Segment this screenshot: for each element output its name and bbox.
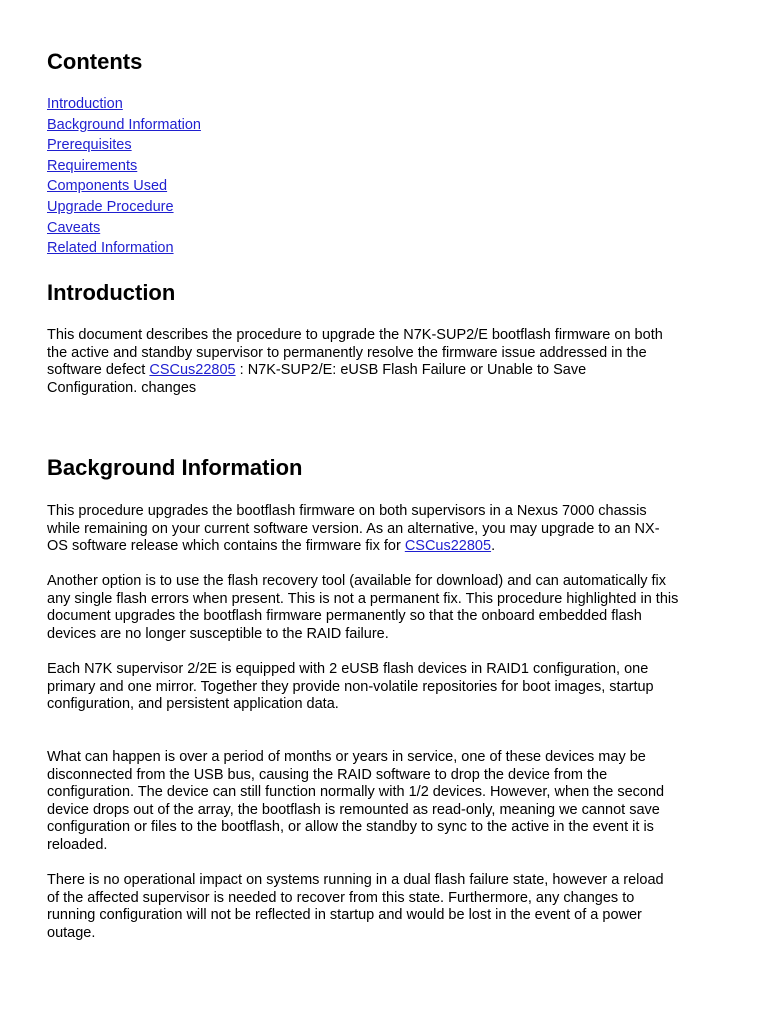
text-line: There is no operational impact on systems running in a dual flash failure state, however a reload [47, 872, 664, 888]
toc-item [47, 156, 201, 177]
toc-link-prerequisites[interactable]: Prerequisites [47, 137, 132, 154]
table-of-contents [47, 94, 201, 259]
background-paragraph-1 [47, 503, 737, 556]
toc-item [47, 135, 201, 156]
text-fragment: : N7K-SUP2/E: eUSB Flash Failure or Unable to Save [235, 362, 587, 379]
text-line: configuration or files to the bootflash, or allow the standby to sync to the active in the event it is [47, 819, 654, 836]
text-line: device drops out of the array, the bootflash is remounted as read-only, meaning we cannot save [47, 801, 660, 818]
toc-item [47, 115, 201, 136]
text-line: running configuration will not be reflected in startup and would be lost in the event of a power [47, 907, 642, 924]
text-fragment: OS software release which contains the firmware fix for [47, 538, 405, 555]
background-paragraph-4 [47, 749, 737, 855]
toc-link-introduction[interactable]: Introduction [47, 96, 123, 112]
toc-link-components-used[interactable]: Components Used [47, 178, 168, 195]
text-line: any single flash errors when present. This is not a permanent fix. This procedure highlighted in this [47, 590, 679, 607]
text-line: while remaining on your current software version. As an alternative, you may upgrade to an NX- [47, 520, 660, 537]
text-line: configuration. The device can still function normally with 1/2 devices. However, when the second [47, 784, 665, 801]
text-line [47, 362, 737, 380]
toc-item [47, 218, 201, 239]
background-paragraph-2 [47, 573, 737, 643]
text-line: Another option is to use the flash recovery tool (available for download) and can automatically fix [47, 573, 667, 589]
toc-item [47, 94, 201, 115]
introduction-paragraph [47, 327, 737, 397]
background-paragraph-3 [47, 661, 737, 714]
background-heading: Background Information [47, 455, 303, 480]
toc-item [47, 176, 201, 197]
text-line: What can happen is over a period of months or years in service, one of these devices may be [47, 749, 646, 765]
contents-heading: Contents [47, 49, 143, 74]
text-line: the active and standby supervisor to permanently resolve the firmware issue addressed in the [47, 344, 647, 361]
text-line: configuration, and persistent application data. [47, 696, 339, 713]
text-line: of the affected supervisor is needed to recover from this state. Furthermore, any changes to [47, 889, 635, 906]
introduction-heading: Introduction [47, 280, 176, 305]
text-fragment: . [491, 538, 496, 555]
text-line: outage. [47, 924, 96, 941]
toc-link-caveats[interactable]: Caveats [47, 219, 101, 236]
text-line: Configuration. changes [47, 379, 197, 396]
toc-item [47, 238, 201, 259]
text-line: Each N7K supervisor 2/2E is equipped with 2 eUSB flash devices in RAID1 configuration, one [47, 661, 649, 677]
text-line: document upgrades the bootflash firmware permanently so that the onboard embedded flash [47, 608, 642, 625]
toc-link-background-information[interactable]: Background Information [47, 116, 201, 133]
text-line: This procedure upgrades the bootflash firmware on both supervisors in a Nexus 7000 chassis [47, 503, 647, 519]
toc-link-upgrade-procedure[interactable]: Upgrade Procedure [47, 198, 174, 215]
toc-link-related-information[interactable]: Related Information [47, 240, 174, 257]
defect-link-cscus22805[interactable]: CSCus22805 [404, 538, 492, 555]
toc-item [47, 197, 201, 218]
text-line: disconnected from the USB bus, causing the RAID software to drop the device from the [47, 766, 608, 783]
text-line: devices are no longer susceptible to the RAID failure. [47, 625, 389, 642]
text-fragment: software defect [47, 362, 150, 379]
toc-link-requirements[interactable]: Requirements [47, 157, 138, 174]
text-line: primary and one mirror. Together they provide non-volatile repositories for boot images, startup [47, 678, 654, 695]
text-line [47, 538, 737, 556]
defect-link-cscus22805[interactable]: CSCus22805 [149, 362, 236, 379]
text-line: This document describes the procedure to upgrade the N7K-SUP2/E bootflash firmware on both [47, 327, 663, 343]
background-paragraph-5 [47, 872, 737, 942]
text-line: reloaded. [47, 836, 108, 853]
